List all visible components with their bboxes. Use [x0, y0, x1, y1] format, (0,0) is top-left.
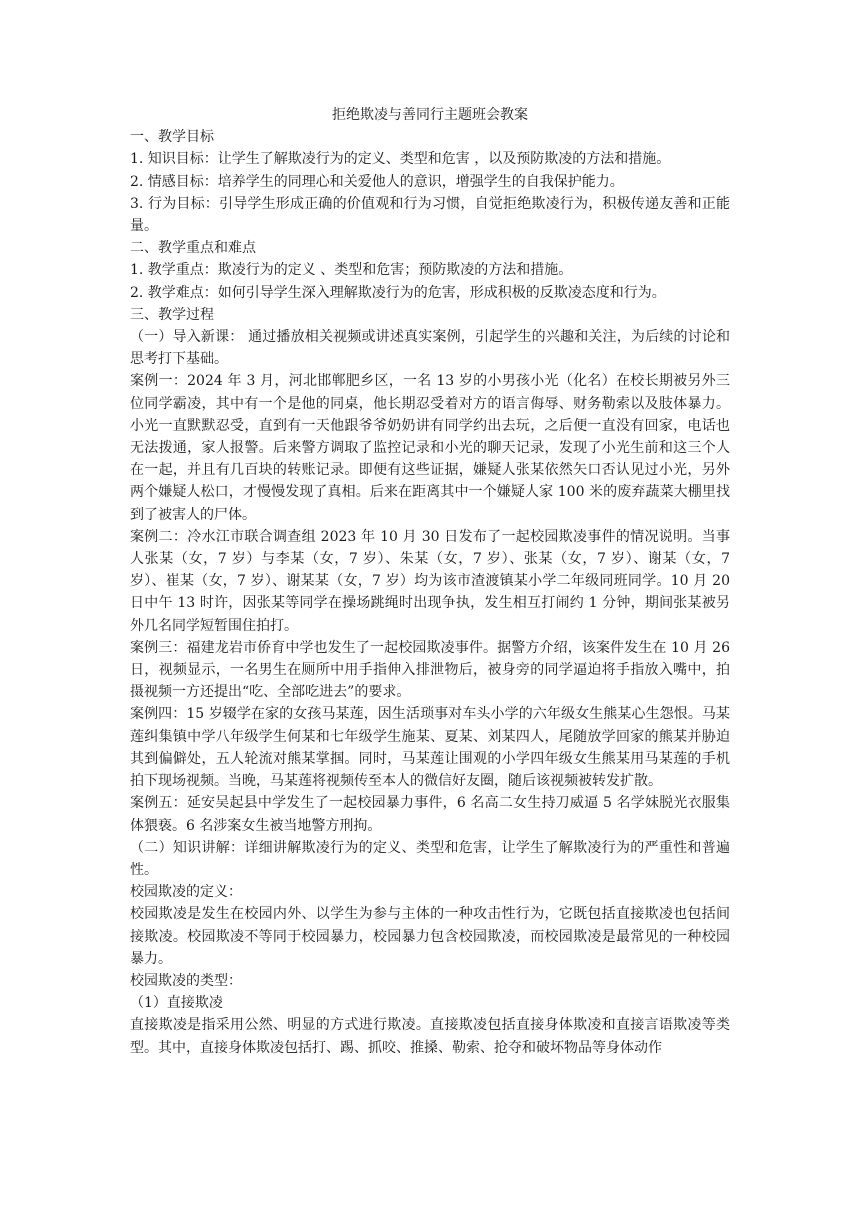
paragraph-key-point: 1. 教学重点：欺凌行为的定义 、类型和危害；预防欺凌的方法和措施。 [130, 262, 573, 279]
heading-bullying-definition: 校园欺凌的定义： [130, 884, 242, 901]
paragraph-direct-bullying: 直接欺凌是指采用公然、明显的方式进行欺凌。直接欺凌包括直接身体欺凌和直接言语欺凌等类型。其中，直接身体欺凌包括打、踢、抓咬、推搡、勒索、抢夺和破坏物品等身体动作 [130, 1017, 730, 1056]
heading-teaching-process: 三、教学过程 [130, 306, 214, 323]
paragraph-emotional-goal: 2. 情感目标：培养学生的同理心和关爱他人的意识，增强学生的自我保护能力。 [130, 173, 624, 190]
paragraph-behavior-goal: 3. 行为目标：引导学生形成正确的价值观和行为习惯，自觉拒绝欺凌行为，积极传递友善和正能量。 [130, 195, 730, 235]
paragraph-case-two: 案例二：冷水江市联合调查组 2023 年 10 月 30 日发布了一起校园欺凌事件的情况说明。当事人张某（女，7 岁）与李某（女，7 岁）、朱某（女，7 岁）、张某（女，7 岁）、谢某（女，7 岁）、崔某（女，7 岁）、谢某某（女，7 岁）均为该市渣渡镇某小学二年级同班同学。10 月 20 日中午 13 时许，因张某等同学在操场跳绳时出现争执，发生相互打闹约 1 分钟，期间张某被另外几名同学短暂围住拍打。 [130, 528, 730, 634]
heading-teaching-goals: 一、教学目标 [130, 129, 214, 146]
heading-key-points: 二、教学重点和难点 [130, 240, 256, 257]
paragraph-difficult-point: 2. 教学难点：如何引导学生深入理解欺凌行为的危害，形成积极的反欺凌态度和行为。 [130, 284, 666, 301]
paragraph-case-four: 案例四：15 岁辍学在家的女孩马某莲，因生活琐事对车头小学的六年级女生熊某心生怨恨。马某莲纠集镇中学八年级学生何某和七年级学生施某、夏某、刘某四人，尾随放学回家的熊某并胁迫其到偏僻处，五人轮流对熊某掌掴。同时，马某莲让围观的小学四年级女生熊某用马某莲的手机拍下现场视频。当晚，马某莲将视频传至本人的微信好友圈，随后该视频被转发扩散。 [130, 706, 730, 790]
document-title: 拒绝欺凌与善同行主题班会教案 [332, 107, 528, 123]
paragraph-introduction: （一）导入新课： 通过播放相关视频或讲述真实案例，引起学生的兴趣和关注，为后续的讨论和思考打下基础。 [130, 329, 730, 368]
paragraph-knowledge-explanation: （二）知识讲解：详细讲解欺凌行为的定义、类型和危害，让学生了解欺凌行为的严重性和普遍性。 [130, 839, 730, 878]
heading-bullying-types: 校园欺凌的类型： [130, 972, 242, 989]
paragraph-case-one: 案例一：2024 年 3 月，河北邯郸肥乡区，一名 13 岁的小男孩小光（化名）在校长期被另外三位同学霸凌，其中有一个是他的同桌，他长期忍受着对方的语言侮辱、财务勒索以及肢体暴力。小光一直默默忍受，直到有一天他跟爷爷奶奶讲有同学约出去玩，之后便一直没有回家，电话也无法拨通，家人报警。后来警方调取了监控记录和小光的聊天记录，发现了小光生前和这三个人在一起，并且有几百块的转账记录。即便有这些证据，嫌疑人张某依然矢口否认见过小光，另外两个嫌疑人松口，才慢慢发现了真相。后来在距离其中一个嫌疑人家 100 米的废弃蔬菜大棚里找到了被害人的尸体。 [130, 373, 730, 523]
paragraph-bullying-definition: 校园欺凌是发生在校园内外、以学生为参与主体的一种攻击性行为，它既包括直接欺凌也包括间接欺凌。校园欺凌不等同于校园暴力，校园暴力包含校园欺凌，而校园欺凌是最常见的一种校园暴力。 [130, 906, 730, 967]
paragraph-knowledge-goal: 1. 知识目标：让学生了解欺凌行为的定义、类型和危害 ，以及预防欺凌的方法和措施。 [130, 151, 671, 168]
paragraph-case-three: 案例三：福建龙岩市侨育中学也发生了一起校园欺凌事件。据警方介绍，该案件发生在 10 月 26 日，视频显示，一名男生在厕所中用手指伸入排泄物后，被身旁的同学逼迫将手指放入嘴中，拍摄视频一方还提出“吃、全部吃进去”的要求。 [130, 639, 730, 701]
heading-direct-bullying: （1）直接欺凌 [130, 995, 223, 1012]
document-page [130, 104, 730, 1059]
paragraph-case-five: 案例五：延安吴起县中学发生了一起校园暴力事件，6 名高二女生持刀威逼 5 名学妹脱光衣服集体猥亵。6 名涉案女生被当地警方刑拘。 [130, 795, 730, 834]
